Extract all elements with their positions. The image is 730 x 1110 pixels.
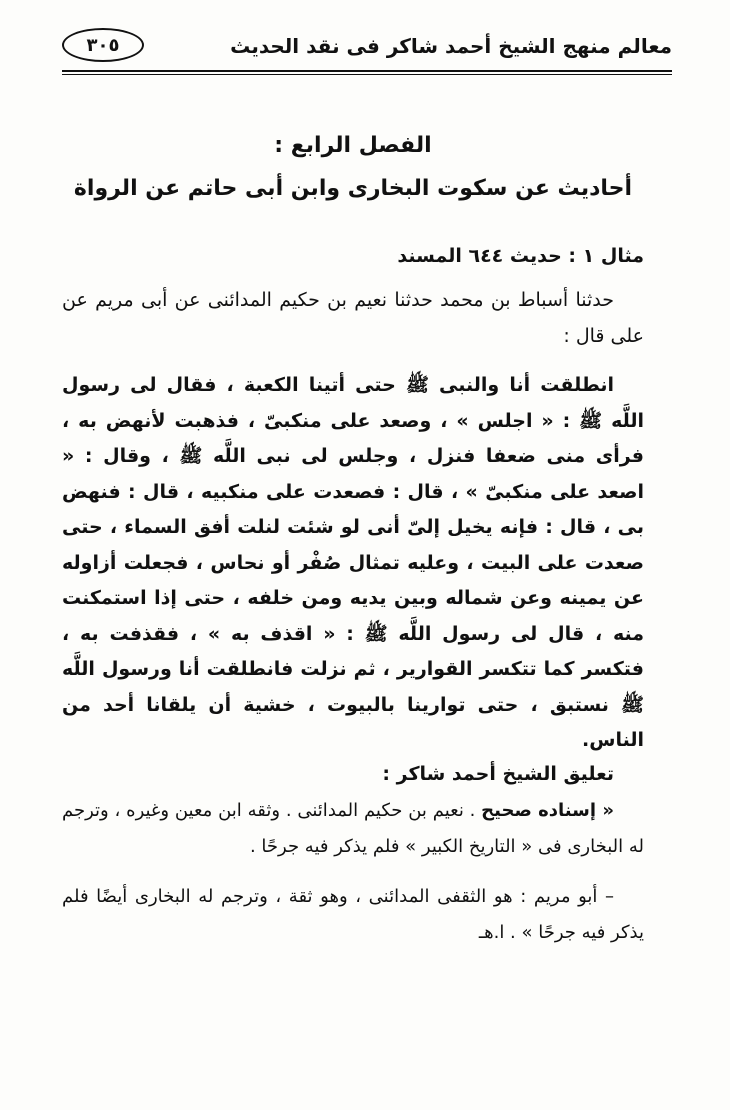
hadith-paragraph: انطلقت أنا والنبى ﷺ حتى أتينا الكعبة ، فقال لى رسول اللَّه ﷺ : « اجلس » ، وصعد على منكبىّ ، فذهبت لأنهض به ، فرأى منى ضعفا فنزل ، وجلس لى نبى اللَّه ﷺ ، وقال : « اصعد على منكبىّ » ، قال : فصعدت على منكبيه ، قال : فنهض بى ، قال : فإنه يخيل إلىّ أنى لو شئت لنلت أفق السماء ، حتى صعدت على البيت ، وعليه تمثال صُفْر أو نحاس ، فجعلت أزاوله عن يمينه وعن شماله وبين يديه ومن خلفه ، حتى إذا استمكنت منه ، قال لى رسول اللَّه ﷺ : « اقذف به » ، فقذفت به ، فتكسر كما تتكسر القوارير ، ثم نزلت فانطلقت أنا ورسول اللَّه ﷺ نستبق ، حتى توارينا بالبيوت ، خشية أن يلقانا أحد من الناس. (62, 374, 644, 752)
page-content (62, 110, 644, 951)
comment-rest: . نعيم بن حكيم المدائنى . وثقه ابن معين وغيره ، وترجم له البخارى فى « التاريخ الكبير » فلم يذكر فيه جرحًا . (62, 799, 644, 857)
chapter-heading: الفصل الرابع : (274, 133, 432, 158)
comment-lead: « إسناده صحيح (481, 799, 614, 821)
header-rule-thin (62, 74, 672, 75)
header-rule (62, 70, 672, 72)
running-title: معالم منهج الشيخ أحمد شاكر فى نقد الحديث (230, 34, 672, 58)
comment-paragraph-2: – أبو مريم : هو الثقفى المدائنى ، وهو ثقة ، وترجم له البخارى أيضًا فلم يذكر فيه جرحًا » . ا.هـ (62, 885, 644, 943)
chapter-title: أحاديث عن سكوت البخارى وابن أبى حاتم عن الرواة (73, 175, 633, 201)
page-header (62, 26, 672, 72)
comment-heading: تعليق الشيخ أحمد شاكر : (382, 762, 614, 785)
isnad-paragraph: حدثنا أسباط بن محمد حدثنا نعيم بن حكيم المدائنى عن أبى مريم عن على قال : (62, 289, 644, 347)
example-heading: مثال ١ : حديث ٦٤٤ المسند (397, 245, 644, 268)
page-number: ٣٠٥ (62, 28, 144, 62)
comment-paragraph-1 (62, 793, 644, 865)
